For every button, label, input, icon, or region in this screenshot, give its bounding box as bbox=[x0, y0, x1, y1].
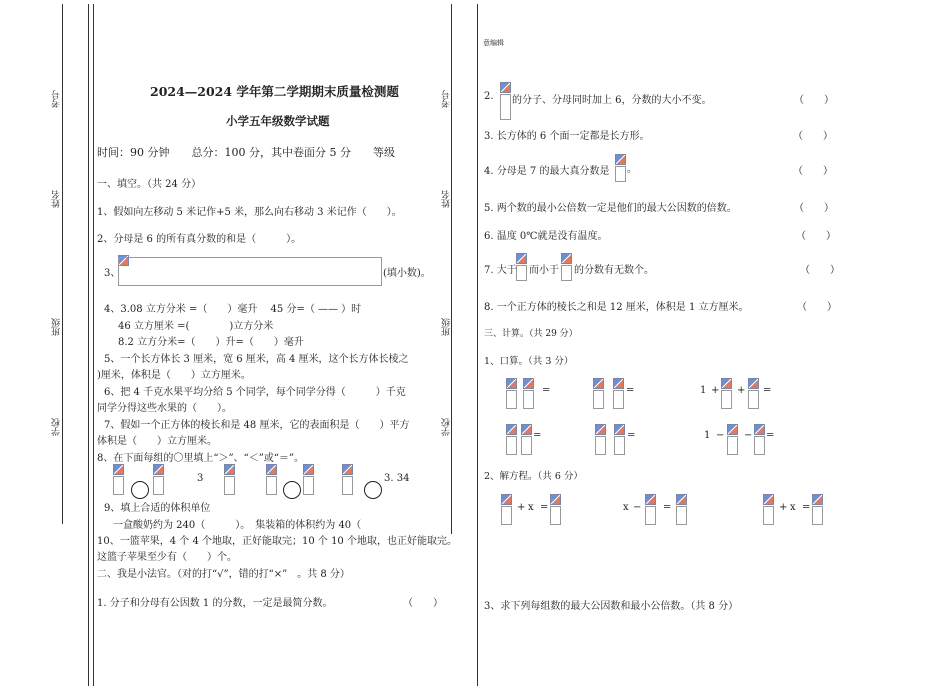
judge-item-7-number: 7. 大于 bbox=[484, 265, 517, 276]
fraction-icon bbox=[561, 253, 572, 264]
margin-label-name: 姓名 bbox=[442, 190, 452, 208]
compare-circle[interactable] bbox=[131, 481, 149, 499]
equals-sign: = bbox=[626, 385, 635, 396]
fraction-icon bbox=[500, 82, 511, 93]
answer-box[interactable] bbox=[118, 257, 382, 286]
variable-x: x bbox=[623, 502, 629, 513]
fraction bbox=[224, 464, 235, 496]
number-one: 1 bbox=[704, 430, 711, 441]
margin-label-school: 学校 bbox=[52, 418, 62, 436]
fraction bbox=[727, 424, 738, 456]
fraction bbox=[812, 494, 823, 526]
minus-sign: − bbox=[633, 502, 642, 513]
fraction-icon bbox=[113, 464, 124, 475]
variable-x: x bbox=[790, 502, 796, 513]
fraction bbox=[501, 494, 512, 526]
fraction-icon bbox=[266, 464, 277, 475]
fraction bbox=[342, 464, 353, 496]
question-3-tail: (填小数)。 bbox=[383, 268, 431, 279]
fraction bbox=[550, 494, 561, 526]
fraction-icon bbox=[342, 464, 353, 475]
equals-sign: = bbox=[802, 502, 811, 513]
plus-sign: + bbox=[711, 385, 720, 396]
equals-sign: = bbox=[540, 502, 549, 513]
compare-number: 3. 34 bbox=[384, 473, 410, 484]
equals-sign: = bbox=[763, 385, 772, 396]
judge-item-6: 6. 温度 0℃就是没有温度。 bbox=[484, 231, 608, 242]
fraction bbox=[561, 253, 572, 285]
judge-item-7-mid: 而小于 bbox=[529, 265, 559, 276]
fraction bbox=[153, 464, 164, 496]
fraction bbox=[595, 424, 606, 456]
fraction-icon bbox=[748, 378, 759, 389]
judge-item-4-period: 。 bbox=[627, 164, 637, 175]
question-7a: 7、假如一个正方体的棱长和是 48 厘米，它的表面积是（ ）平方 bbox=[104, 420, 410, 431]
plus-sign: + bbox=[737, 385, 746, 396]
fraction-icon bbox=[595, 424, 606, 435]
question-8: 8、在下面每组的〇里填上“＞”、“＜”或“＝”。 bbox=[97, 453, 305, 464]
answer-paren[interactable]: （ ） bbox=[793, 166, 833, 177]
fraction-icon bbox=[516, 253, 527, 264]
fraction-icon bbox=[303, 464, 314, 475]
binding-line bbox=[93, 4, 94, 686]
fraction bbox=[303, 464, 314, 496]
judge-item-2-number: 2. bbox=[484, 91, 494, 102]
fraction bbox=[676, 494, 687, 526]
question-3-number: 3、 bbox=[104, 268, 121, 279]
answer-paren[interactable]: （ ） bbox=[797, 302, 837, 313]
fraction bbox=[613, 378, 624, 410]
exam-meta: 时间：90 分钟 总分：100 分，其中卷面分 5 分 等级 bbox=[97, 146, 395, 159]
fraction-icon bbox=[613, 378, 624, 389]
question-6a: 6、把 4 千克水果平均分给 5 个同学，每个同学分得（ ）千克 bbox=[104, 387, 406, 398]
fraction bbox=[521, 424, 532, 456]
question-4b: 46 立方厘米 =( )立方分米 bbox=[118, 321, 274, 332]
fraction-icon bbox=[721, 378, 732, 389]
fraction-icon bbox=[153, 464, 164, 475]
question-7b: 体积是（ ）立方厘米。 bbox=[97, 436, 217, 447]
fraction-icon bbox=[645, 494, 656, 505]
binding-line bbox=[451, 4, 452, 534]
judge-item-1: 1. 分子和分母有公因数 1 的分数，一定是最简分数。 bbox=[97, 598, 333, 609]
fraction bbox=[506, 378, 517, 410]
oral-calc-heading: 1、口算。（共 3 分） bbox=[484, 356, 574, 367]
number-one: 1 bbox=[700, 385, 707, 396]
answer-paren[interactable]: （ ） bbox=[800, 265, 840, 276]
minus-sign: − bbox=[744, 430, 753, 441]
variable-x: x bbox=[528, 502, 534, 513]
fraction bbox=[506, 424, 517, 456]
gcd-lcm-heading: 3、求下列每组数的最大公因数和最小公倍数。（共 8 分） bbox=[484, 601, 739, 612]
question-6b: 同学分得这些水果的（ ）。 bbox=[97, 403, 232, 414]
equals-sign: = bbox=[533, 430, 542, 441]
question-9: 9、填上合适的体积单位 bbox=[104, 503, 211, 514]
section-heading: 三、计算。（共 29 分） bbox=[484, 329, 578, 339]
question-4c: 8.2 立方分米=（ ）升=（ ）毫升 bbox=[118, 337, 304, 348]
compare-circle[interactable] bbox=[364, 481, 382, 499]
margin-label-class: 班级 bbox=[442, 318, 452, 336]
judge-item-3: 3. 长方体的 6 个面一定都是长方形。 bbox=[484, 131, 650, 142]
fraction-icon bbox=[550, 494, 561, 505]
fraction bbox=[113, 464, 124, 496]
judge-item-8: 8. 一个正方体的棱长之和是 12 厘米，体积是 1 立方厘米。 bbox=[484, 302, 749, 313]
header-note: 意编辑 bbox=[483, 39, 504, 47]
question-10b: 这篮子苹果至少有（ ）个。 bbox=[97, 552, 237, 563]
fraction bbox=[748, 378, 759, 410]
equals-sign: = bbox=[663, 502, 672, 513]
fraction-icon bbox=[506, 378, 517, 389]
question-5b: )厘米，体积是（ ）立方厘米。 bbox=[97, 370, 251, 381]
judge-item-2: 的分子、分母同时加上 6，分数的大小不变。 bbox=[512, 95, 712, 106]
question-2: 2、分母是 6 的所有真分数的和是（ ）。 bbox=[97, 234, 302, 245]
fraction-icon bbox=[727, 424, 738, 435]
equals-sign: = bbox=[627, 430, 636, 441]
fraction-icon bbox=[593, 378, 604, 389]
section-heading: 二、我是小法官。（对的打“√”，错的打“×” 。共 8 分） bbox=[97, 569, 350, 580]
fraction bbox=[721, 378, 732, 410]
minus-sign: − bbox=[716, 430, 725, 441]
equations-heading: 2、解方程。（共 6 分） bbox=[484, 471, 583, 482]
exam-title: 2024—2024 学年第二学期期末质量检测题 bbox=[150, 84, 399, 99]
question-1: 1、假如向左移动 5 米记作+5 米，那么向右移动 3 米记作（ ）。 bbox=[97, 207, 402, 218]
fraction bbox=[645, 494, 656, 526]
question-5a: 5、一个长方体长 3 厘米，宽 6 厘米，高 4 厘米，这个长方体长棱之 bbox=[104, 354, 409, 365]
equals-sign: = bbox=[542, 385, 551, 396]
equals-sign: = bbox=[766, 430, 775, 441]
judge-item-4: 4. 分母是 7 的最大真分数是 bbox=[484, 166, 610, 177]
answer-paren[interactable]: （ ） bbox=[796, 231, 836, 242]
fraction bbox=[516, 253, 527, 285]
plus-sign: + bbox=[517, 502, 526, 513]
fraction bbox=[614, 424, 625, 456]
fraction bbox=[754, 424, 765, 456]
margin-label-exam-number: 考号 bbox=[52, 90, 62, 108]
fraction-icon bbox=[501, 494, 512, 505]
compare-circle[interactable] bbox=[283, 481, 301, 499]
answer-paren[interactable]: （ ） bbox=[793, 131, 833, 142]
section-heading: 一、填空。（共 24 分） bbox=[97, 179, 202, 190]
margin-label-class: 班级 bbox=[52, 318, 62, 336]
binding-line bbox=[477, 4, 478, 686]
fraction bbox=[266, 464, 277, 496]
fraction bbox=[615, 154, 626, 186]
question-4a: 4、3.08 立方分米 =（ ）毫升 45 分=（ —— ）时 bbox=[104, 304, 362, 315]
fraction-icon bbox=[521, 424, 532, 435]
binding-line bbox=[88, 4, 89, 686]
fraction-icon bbox=[523, 378, 534, 389]
question-10a: 10、一篮苹果，4 个 4 个地取，正好能取完；10 个 10 个地取，也正好能取完。 bbox=[97, 536, 457, 547]
judge-item-5: 5. 两个数的最小公倍数一定是他们的最大公因数的倍数。 bbox=[484, 203, 737, 214]
compare-number: 3 bbox=[197, 473, 204, 484]
answer-paren[interactable]: （ ） bbox=[403, 598, 443, 609]
fraction-icon bbox=[615, 154, 626, 165]
fraction-icon bbox=[754, 424, 765, 435]
fraction-icon bbox=[614, 424, 625, 435]
fraction bbox=[500, 82, 511, 114]
judge-item-7-tail: 的分数有无数个。 bbox=[574, 265, 654, 276]
fraction-icon bbox=[763, 494, 774, 505]
question-9a: 一盒酸奶约为 240（ ）。 集装箱的体积约为 40（ bbox=[113, 520, 362, 531]
margin-label-name: 姓名 bbox=[52, 190, 62, 208]
fraction-icon bbox=[224, 464, 235, 475]
answer-paren[interactable]: （ ） bbox=[794, 95, 834, 106]
answer-paren[interactable]: （ ） bbox=[794, 203, 834, 214]
fraction-icon bbox=[676, 494, 687, 505]
fraction bbox=[763, 494, 774, 526]
binding-line bbox=[62, 4, 63, 524]
margin-label-exam-number: 考号 bbox=[442, 90, 452, 108]
fraction bbox=[593, 378, 604, 410]
fraction-icon bbox=[812, 494, 823, 505]
fraction-icon bbox=[506, 424, 517, 435]
exam-subtitle: 小学五年级数学试题 bbox=[226, 114, 330, 128]
fraction bbox=[523, 378, 534, 410]
plus-sign: + bbox=[779, 502, 788, 513]
margin-label-school: 学校 bbox=[442, 418, 452, 436]
